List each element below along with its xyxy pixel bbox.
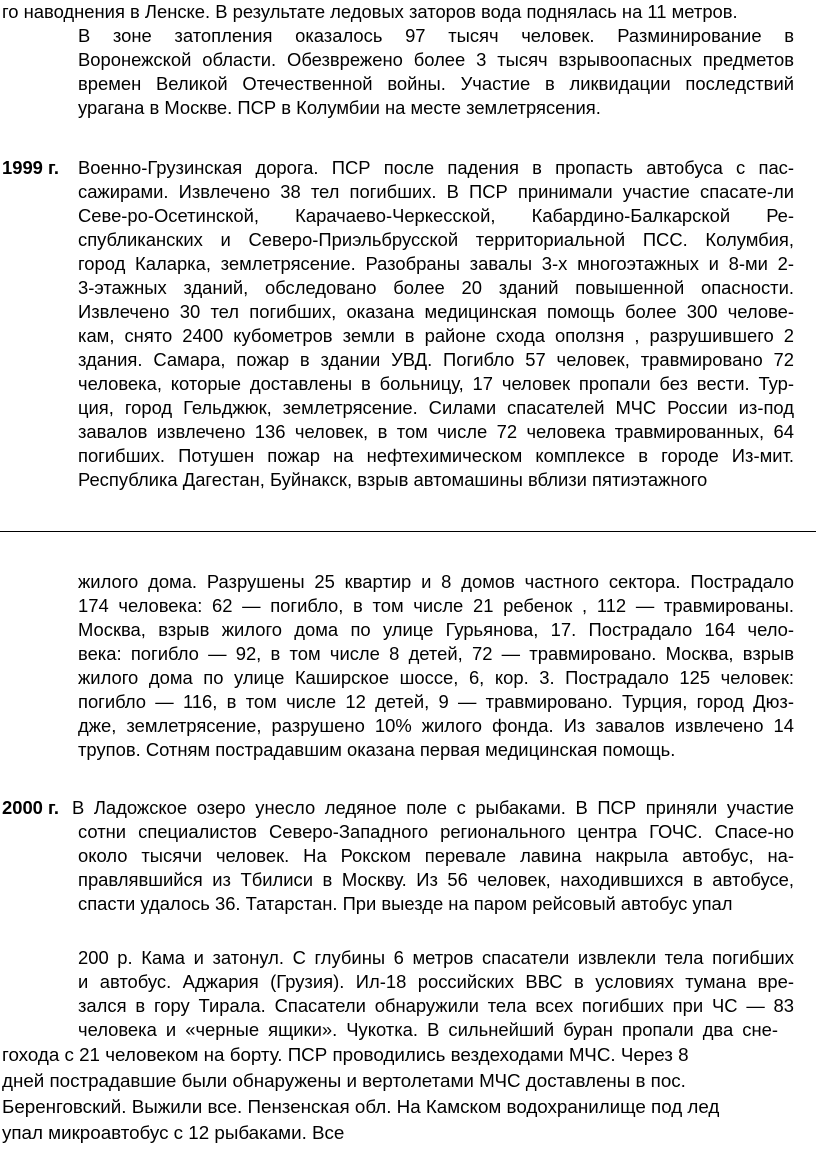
text-line: Москва, взрыв жилого дома по улице Гурьянова, 17. Пострадало 164 чело- (78, 619, 794, 640)
text-line: Беренговский. Выжили все. Пензенская обл. На Камском водохранилище под лед (2, 1096, 720, 1117)
page-break-divider (0, 531, 816, 532)
year-label: 1999 г. (2, 157, 59, 178)
text-line: 174 человека: 62 — погибло, в том числе 21 ребенок , 112 — травмированы. (78, 595, 794, 616)
text-line: кам, снято 2400 кубометров земли в районе схода оползня , разрушившего 2 (78, 325, 794, 346)
text-line: трупов. Сотням пострадавшим оказана первая медицинская помощь. (78, 739, 676, 760)
text-line: Севе-ро-Осетинской, Карачаево-Черкесской, Кабардино-Балкарской Ре- (78, 205, 794, 226)
text-line: жилого дома по улице Каширское шоссе, 6, кор. 3. Пострадало 125 человек: (78, 667, 794, 688)
year-label: 2000 г. (2, 797, 59, 818)
text-line: около тысячи человек. На Рокском перевале лавина накрыла автобус, на- (78, 845, 794, 866)
text-line: зался в гору Тирала. Спасатели обнаружили тела всех погибших при ЧС — 83 (78, 995, 794, 1016)
text-line: дней пострадавшие были обнаружены и вертолетами МЧС доставлены в пос. (2, 1070, 686, 1091)
text-line: погибло — 116, в том числе 12 детей, 9 — травмировано. Турция, город Дюз- (78, 691, 794, 712)
text-line: Республика Дагестан, Буйнакск, взрыв автомашины вблизи пятиэтажного (78, 469, 708, 490)
text-line: и автобус. Аджария (Грузия). Ил-18 российских ВВС в условиях тумана вре- (78, 971, 794, 992)
text-line: спубликанских и Северо-Приэльбрусской территориальной ПСС. Колумбия, (78, 229, 794, 250)
text-line: жилого дома. Разрушены 25 квартир и 8 домов частного сектора. Пострадало (78, 571, 794, 592)
text-line: дже, землетрясение, разрушено 10% жилого фонда. Из завалов извлечено 14 (78, 715, 794, 736)
text-line: погибших. Потушен пожар на нефтехимическом комплексе в городе Из-мит. (78, 445, 794, 466)
text-line: сотни специалистов Северо-Западного регионального центра ГОЧС. Спасе-но (78, 821, 794, 842)
text-line: завалов извлечено 136 человек, в том числе 72 человека травмированных, 64 (78, 421, 794, 442)
text-line: времен Великой Отечественной войны. Участие в ликвидации последствий (78, 73, 794, 94)
text-line: 3-этажных зданий, обследовано более 20 зданий повышенной опасности. (78, 277, 794, 298)
text-line: город Каларка, землетрясение. Разобраны завалы 3-х многоэтажных и 8-ми 2- (78, 253, 794, 274)
text-line: Извлечено 30 тел погибших, оказана медицинская помощь более 300 челове- (78, 301, 794, 322)
text-line: го наводнения в Ленске. В результате ледовых заторов вода поднялась на 11 метров. (2, 1, 738, 22)
text-line: 200 р. Кама и затонул. С глубины 6 метров спасатели извлекли тела погибших (78, 947, 794, 968)
text-line: упал микроавтобус с 12 рыбаками. Все (2, 1122, 345, 1143)
text-line: гохода с 21 человеком на борту. ПСР проводились вездеходами МЧС. Через 8 (2, 1044, 689, 1065)
text-line: ция, город Гельджюк, землетрясение. Силами спасателей МЧС России из-под (78, 397, 794, 418)
text-line: правлявшийся из Тбилиси в Москву. Из 56 человек, находившихся в автобусе, (78, 869, 794, 890)
text-line: В Ладожское озеро унесло ледяное поле с рыбаками. В ПСР приняли участие (72, 797, 794, 818)
text-line: века: погибло — 92, в том числе 8 детей, 72 — травмировано. Москва, взрыв (78, 643, 794, 664)
text-line: человека, которые доставлены в больницу, 17 человек пропали без вести. Тур- (78, 373, 794, 394)
text-line: сажирами. Извлечено 38 тел погибших. В ПСР принимали участие спасате-ли (78, 181, 794, 202)
text-line: В зоне затопления оказалось 97 тысяч человек. Разминирование в (78, 25, 794, 46)
text-line: спасти удалось 36. Татарстан. При выезде на паром рейсовый автобус упал (78, 893, 733, 914)
text-line: человека и «черные ящики». Чукотка. В сильнейший буран пропали два сне- (78, 1019, 778, 1040)
text-line: урагана в Москве. ПСР в Колумбии на месте землетрясения. (78, 97, 601, 118)
text-line: Воронежской области. Обезврежено более 3 тысяч взрывоопасных предметов (78, 49, 794, 70)
text-line: Военно-Грузинская дорога. ПСР после падения в пропасть автобуса с пас- (78, 157, 794, 178)
text-line: здания. Самара, пожар в здании УВД. Погибло 57 человек, травмировано 72 (78, 349, 794, 370)
